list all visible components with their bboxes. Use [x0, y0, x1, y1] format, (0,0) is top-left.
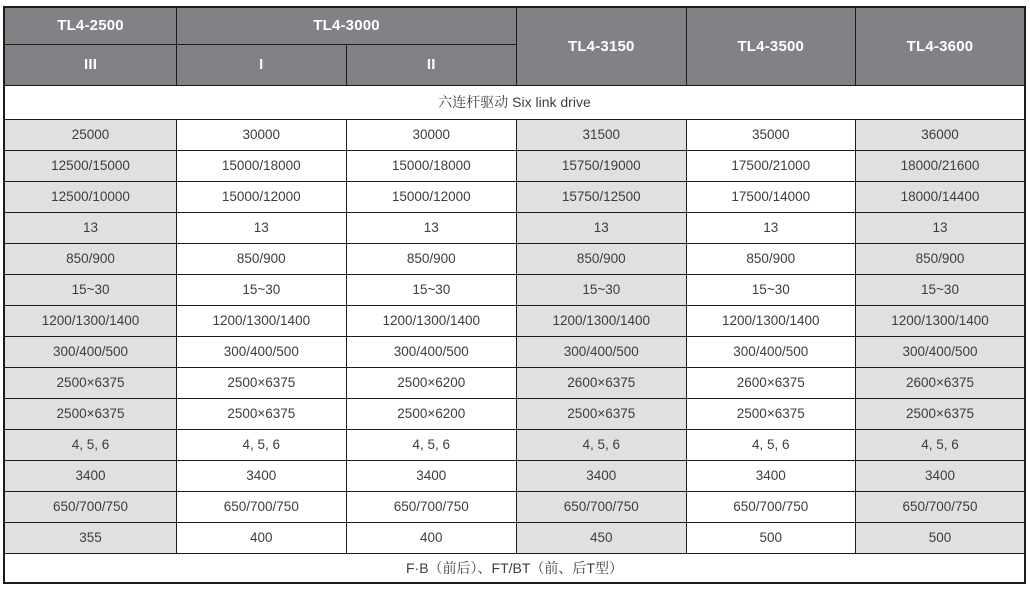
table-cell: 850/900 [4, 243, 177, 274]
col-header-tl4-3150: TL4-3150 [517, 7, 686, 85]
table-cell: 400 [177, 522, 346, 553]
table-cell: 400 [346, 522, 517, 553]
variant-header-iii: III [4, 44, 177, 85]
table-cell: 300/400/500 [856, 336, 1026, 367]
table-cell: 4, 5, 6 [346, 429, 517, 460]
table-cell: 15~30 [856, 274, 1026, 305]
table-cell: 300/400/500 [4, 336, 177, 367]
table-cell: 30000 [346, 119, 517, 150]
table-cell: 2500×6375 [177, 398, 346, 429]
col-header-tl4-2500: TL4-2500 [4, 7, 177, 44]
table-cell: 15000/12000 [346, 181, 517, 212]
table-cell: 2600×6375 [517, 367, 686, 398]
footer-note-row [4, 553, 1025, 583]
table-cell: 650/700/750 [4, 491, 177, 522]
table-cell: 15~30 [346, 274, 517, 305]
table-cell: 450 [517, 522, 686, 553]
table-cell: 650/700/750 [177, 491, 346, 522]
footer-note-label: F·B（前后）、FT/BT（前、后T型） [4, 553, 1025, 583]
table-cell: 850/900 [517, 243, 686, 274]
table-cell: 850/900 [856, 243, 1026, 274]
table-cell: 650/700/750 [517, 491, 686, 522]
table-row [4, 305, 1025, 336]
table-cell: 15~30 [4, 274, 177, 305]
table-cell: 3400 [4, 460, 177, 491]
table-cell: 13 [346, 212, 517, 243]
table-row [4, 119, 1025, 150]
variant-header-ii: II [346, 44, 517, 85]
table-cell: 2500×6375 [686, 398, 855, 429]
table-cell: 850/900 [686, 243, 855, 274]
drive-type-row [4, 85, 1025, 119]
table-cell: 500 [686, 522, 855, 553]
table-cell: 2500×6375 [856, 398, 1026, 429]
table-cell: 2600×6375 [686, 367, 855, 398]
table-cell: 650/700/750 [686, 491, 855, 522]
table-cell: 2500×6200 [346, 367, 517, 398]
table-cell: 25000 [4, 119, 177, 150]
table-cell: 300/400/500 [517, 336, 686, 367]
table-row [4, 212, 1025, 243]
table-cell: 650/700/750 [856, 491, 1026, 522]
table-cell: 850/900 [177, 243, 346, 274]
table-cell: 15~30 [686, 274, 855, 305]
table-cell: 2500×6375 [517, 398, 686, 429]
table-row [4, 274, 1025, 305]
table-cell: 15000/18000 [177, 150, 346, 181]
table-cell: 13 [856, 212, 1026, 243]
table-cell: 2500×6200 [346, 398, 517, 429]
table-cell: 1200/1300/1400 [4, 305, 177, 336]
table-cell: 18000/14400 [856, 181, 1026, 212]
table-cell: 4, 5, 6 [517, 429, 686, 460]
table-cell: 36000 [856, 119, 1026, 150]
table-cell: 13 [4, 212, 177, 243]
header-row-models [4, 7, 1025, 44]
table-cell: 15750/12500 [517, 181, 686, 212]
table-row [4, 522, 1025, 553]
table-cell: 15000/12000 [177, 181, 346, 212]
table-row [4, 336, 1025, 367]
drive-type-label: 六连杆驱动 Six link drive [4, 85, 1025, 119]
table-cell: 1200/1300/1400 [856, 305, 1026, 336]
col-header-tl4-3600: TL4-3600 [856, 7, 1026, 85]
table-cell: 650/700/750 [346, 491, 517, 522]
col-header-tl4-3500: TL4-3500 [686, 7, 855, 85]
table-cell: 3400 [686, 460, 855, 491]
table-cell: 4, 5, 6 [686, 429, 855, 460]
spec-table [3, 6, 1026, 584]
table-cell: 13 [686, 212, 855, 243]
table-cell: 12500/15000 [4, 150, 177, 181]
table-cell: 12500/10000 [4, 181, 177, 212]
table-row [4, 398, 1025, 429]
table-cell: 35000 [686, 119, 855, 150]
table-cell: 15000/18000 [346, 150, 517, 181]
table-body [4, 85, 1025, 583]
table-cell: 3400 [177, 460, 346, 491]
table-cell: 15~30 [177, 274, 346, 305]
table-cell: 355 [4, 522, 177, 553]
table-row [4, 460, 1025, 491]
table-cell: 2500×6375 [4, 398, 177, 429]
table-cell: 13 [517, 212, 686, 243]
table-cell: 17500/14000 [686, 181, 855, 212]
table-cell: 3400 [346, 460, 517, 491]
table-row [4, 181, 1025, 212]
table-cell: 18000/21600 [856, 150, 1026, 181]
variant-header-i: I [177, 44, 346, 85]
table-cell: 3400 [856, 460, 1026, 491]
table-cell: 4, 5, 6 [177, 429, 346, 460]
table-cell: 1200/1300/1400 [346, 305, 517, 336]
table-cell: 2600×6375 [856, 367, 1026, 398]
table-cell: 15750/19000 [517, 150, 686, 181]
table-cell: 300/400/500 [177, 336, 346, 367]
table-header [4, 7, 1025, 85]
table-row [4, 429, 1025, 460]
table-cell: 4, 5, 6 [856, 429, 1026, 460]
table-cell: 2500×6375 [177, 367, 346, 398]
table-cell: 13 [177, 212, 346, 243]
table-row [4, 243, 1025, 274]
table-cell: 2500×6375 [4, 367, 177, 398]
table-cell: 3400 [517, 460, 686, 491]
table-cell: 30000 [177, 119, 346, 150]
table-row [4, 491, 1025, 522]
table-cell: 17500/21000 [686, 150, 855, 181]
table-cell: 4, 5, 6 [4, 429, 177, 460]
table-cell: 15~30 [517, 274, 686, 305]
table-row [4, 150, 1025, 181]
table-cell: 500 [856, 522, 1026, 553]
table-cell: 31500 [517, 119, 686, 150]
table-cell: 1200/1300/1400 [177, 305, 346, 336]
table-cell: 1200/1300/1400 [686, 305, 855, 336]
table-cell: 850/900 [346, 243, 517, 274]
table-cell: 300/400/500 [346, 336, 517, 367]
table-cell: 300/400/500 [686, 336, 855, 367]
table-cell: 1200/1300/1400 [517, 305, 686, 336]
table-row [4, 367, 1025, 398]
col-header-tl4-3000: TL4-3000 [177, 7, 517, 44]
